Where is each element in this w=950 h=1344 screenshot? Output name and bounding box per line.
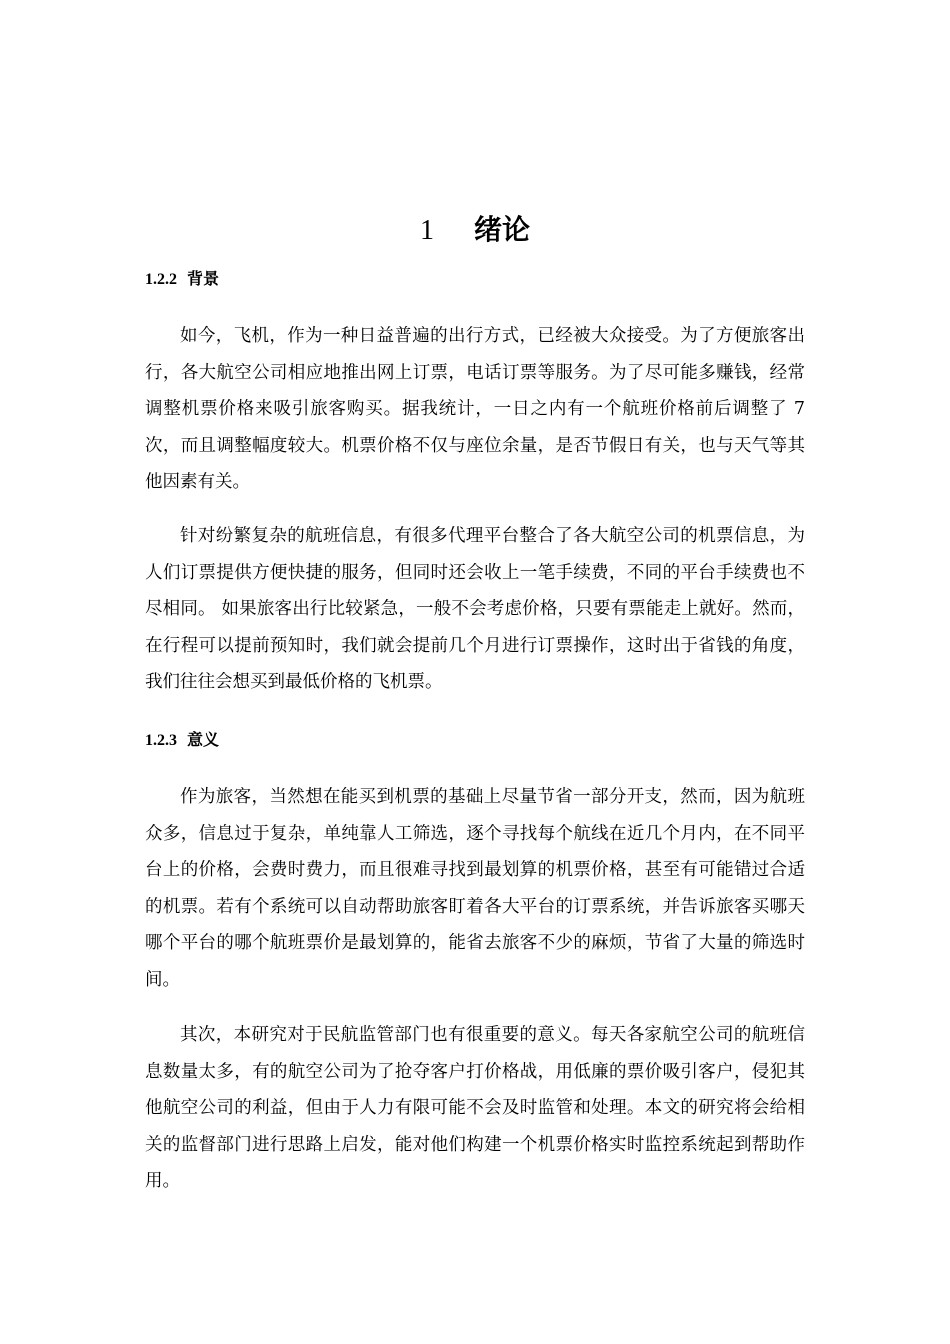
section-number: 1.2.2	[145, 271, 177, 288]
section-heading-significance	[145, 729, 219, 752]
paragraph-background-2: 针对纷繁复杂的航班信息，有很多代理平台整合了各大航空公司的机票信息，为人们订票提供方便快捷的服务，但同时还会收上一笔手续费，不同的平台手续费也不尽相同。 如果旅客出行比较紧急，一般不会考虑价格，只要有票能走上就好。然而，在行程可以提前预知时，我们就会提前几个月进行订票操作，这时出于省钱的角度，我们往往会想买到最低价格的飞机票。	[145, 526, 805, 692]
chapter-title-text: 绪论	[473, 213, 530, 246]
section-number: 1.2.3	[145, 732, 177, 749]
section-heading-background	[145, 268, 219, 291]
paragraph-significance-1: 作为旅客，当然想在能买到机票的基础上尽量节省一部分开支，然而，因为航班众多，信息过于复杂，单纯靠人工筛选，逐个寻找每个航线在近几个月内，在不同平台上的价格，会费时费力，而且很难寻找到最划算的机票价格，甚至有可能错过合适的机票。若有个系统可以自动帮助旅客盯着各大平台的订票系统，并告诉旅客买哪天哪个平台的哪个航班票价是最划算的，能省去旅客不少的麻烦，节省了大量的筛选时间。	[145, 787, 805, 990]
paragraph-significance-2: 其次，本研究对于民航监管部门也有很重要的意义。每天各家航空公司的航班信息数量太多，有的航空公司为了抢夺客户打价格战，用低廉的票价吸引客户，侵犯其他航空公司的利益，但由于人力有限可能不会及时监管和处理。本文的研究将会给相关的监督部门进行思路上启发，能对他们构建一个机票价格实时监控系统起到帮助作用。	[145, 1025, 805, 1191]
chapter-number: 1	[419, 215, 434, 246]
paragraph-background-1: 如今，飞机，作为一种日益普遍的出行方式，已经被大众接受。为了方便旅客出行，各大航空公司相应地推出网上订票，电话订票等服务。为了尽可能多赚钱，经常调整机票价格来吸引旅客购买。据我统计，一日之内有一个航班价格前后调整了 7 次，而且调整幅度较大。机票价格不仅与座位余量，是否节假日有关，也与天气等其他因素有关。	[145, 326, 805, 492]
chapter-title	[0, 212, 950, 249]
section-title: 背景	[187, 269, 220, 288]
section-title: 意义	[187, 730, 220, 749]
